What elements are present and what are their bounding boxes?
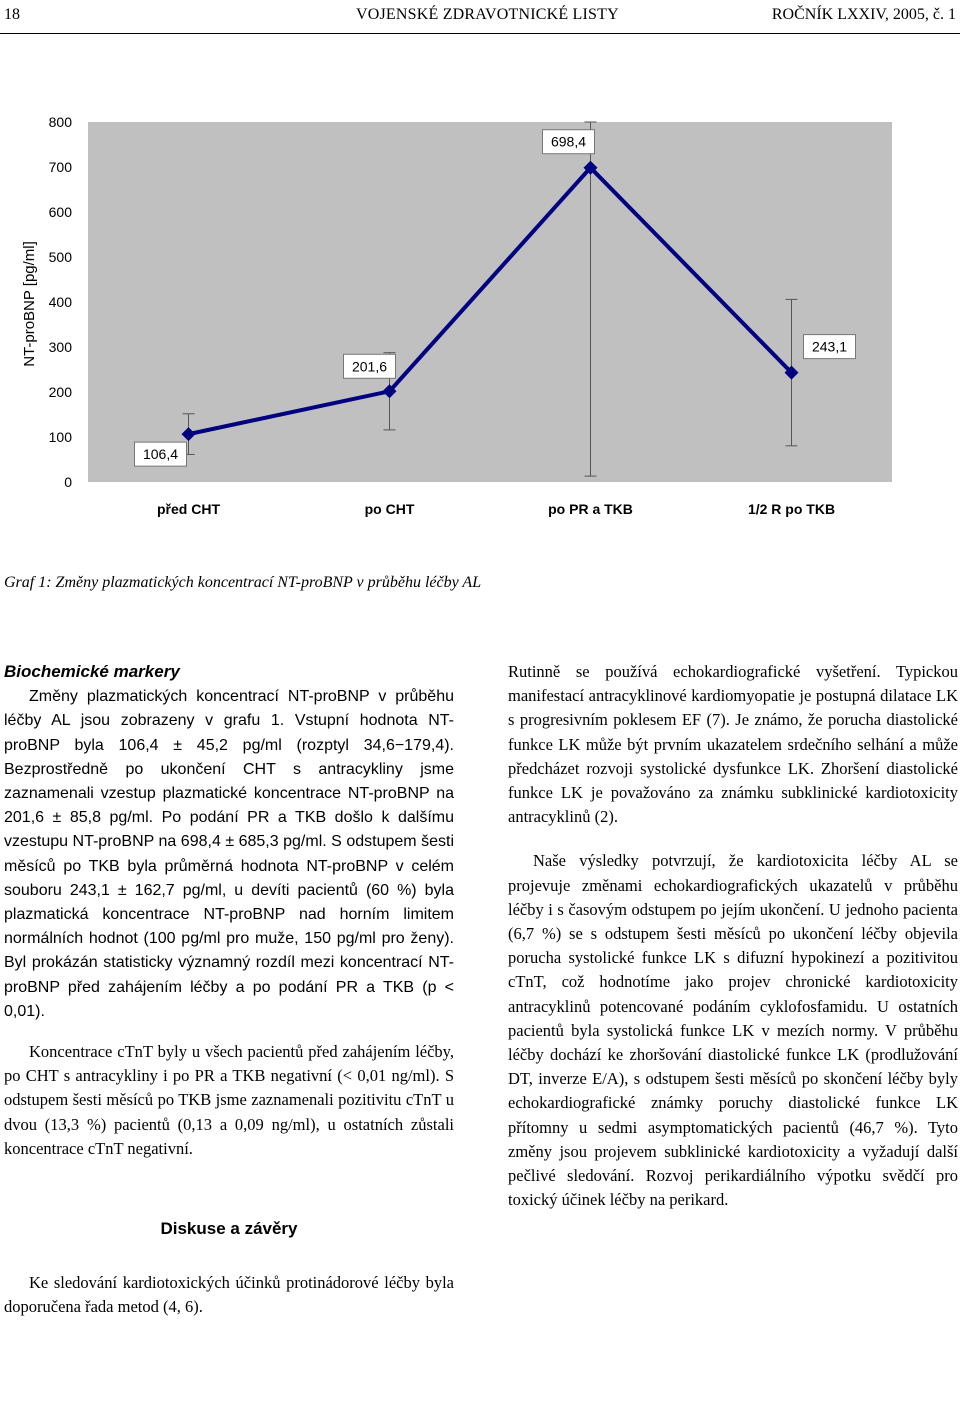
paragraph: Koncentrace cTnT byly u všech pacientů před zahájením léčby, po CHT s antracykliny i po PR a TKB negativní (< 0,01 ng/ml). S odstupem šesti měsíců po TKB jsme zaznamenali pozitivitu cTnT u dvou (13,3 %) pacientů (0,13 a 0,09 ng/ml), u ostatních zůstali koncentrace cTnT negativní. (4, 1042, 454, 1158)
data-label: 106,4 (142, 446, 179, 463)
section-heading-discussion: Diskuse a závěry (160, 1219, 298, 1239)
data-label: 698,4 (550, 133, 587, 150)
y-tick-label: 100 (48, 429, 72, 445)
journal-title: VOJENSKÉ ZDRAVOTNICKÉ LISTY (356, 6, 619, 23)
y-tick-label: 300 (48, 339, 72, 355)
y-tick-label: 700 (48, 159, 72, 175)
paragraph: Změny plazmatických koncentrací NT-proBNP v průběhu léčby AL jsou zobrazeny v grafu 1. Vstupní hodnota NT-proBNP byla 106,4 ± 45,2 pg/ml (rozptyl 34,6−179,4). Bezprostředně po ukončení CHT s antracykliny jsme zaznamenali vzestup plazmatické koncentrace NT-proBNP na 201,6 ± 85,8 pg/ml. Po podání PR a TKB došlo k dalšímu vzestupu NT-proBNP na 698,4 ± 685,3 pg/ml. S odstupem šesti měsíců po TKB byla průměrná hodnota NT-proBNP v celém souboru 243,1 ± 162,7 pg/ml, u devíti pacientů (60 %) byla plazmatická koncentrace NT-proBNP nad horním limitem normálních hodnot (100 pg/ml pro muže, 150 pg/ml pro ženy). Byl prokázán statisticky významný rozdíl mezi koncentrací NT-proBNP před zahájením léčby a po podání PR a TKB (p < 0,01). (4, 688, 454, 1020)
nt-probnp-chart (0, 100, 960, 560)
y-tick-label: 200 (48, 384, 72, 400)
page-number: 18 (4, 6, 20, 23)
figure-caption: Graf 1: Změny plazmatických koncentrací NT-proBNP v průběhu léčby AL (4, 574, 482, 591)
data-label: 243,1 (811, 338, 848, 355)
data-label: 201,6 (351, 358, 388, 375)
y-tick-label: 400 (48, 294, 72, 310)
y-tick-label: 600 (48, 204, 72, 220)
paragraph: Ke sledování kardiotoxických účinků protinádorové léčby byla doporučena řada metod (4, 6). (4, 1273, 454, 1317)
y-tick-label: 800 (48, 114, 72, 130)
x-tick-label: před CHT (157, 501, 220, 517)
x-tick-label: po PR a TKB (548, 501, 633, 517)
y-tick-label: 0 (64, 474, 72, 490)
left-column (4, 660, 454, 1320)
journal-volume: ROČNÍK LXXIV, 2005, č. 1 (771, 6, 956, 23)
y-tick-label: 500 (48, 249, 72, 265)
y-axis-label: NT-proBNP [pg/ml] (21, 241, 38, 367)
section-heading-biochemical-markers: Biochemické markery (4, 662, 180, 681)
right-column (508, 660, 958, 1212)
page-header (0, 0, 960, 34)
header-rule (0, 33, 960, 34)
paragraph: Naše výsledky potvrzují, že kardiotoxicita léčby AL se projevuje změnami echokardiografických ukazatelů v průběhu léčby i s časovým odstupem po jejím ukončení. U jednoho pacienta (6,7 %) se s odstupem šesti měsíců po ukončení léčby objevila porucha systolické funkce LK s difuzní hypokinezí a pozitivitou cTnT, což hodnotíme jako projev chronické kardiotoxicity antracyklinů potencované podáním cyklofosfamidu. U ostatních pacientů byla systolická funkce LK v mezích normy. V průběhu léčby dochází ke zhoršování diastolické funkce LK (prodlužování DT, inverze E/A), s odstupem šesti měsíců po skončení léčby byly echokardiografické známky poruchy diastolické funkce LK přítomny u sedmi asymptomatických pacientů (46,7 %). Tyto změny jsou projevem subklinické kardiotoxicity a vyžadují další pečlivé sledování. Rozvoj perikardiálního výpotku svědčí pro toxický účinek léčby na perikard. (508, 851, 958, 1210)
x-tick-label: 1/2 R po TKB (747, 501, 836, 517)
x-tick-label: po CHT (364, 501, 415, 517)
paragraph: Rutinně se používá echokardiografické vyšetření. Typickou manifestací antracyklinové kardiomyopatie je postupná dilatace LK s progresivním poklesem EF (7). Je známo, že porucha diastolické funkce LK může být prvním ukazatelem srdečního selhání a může předcházet rozvoji systolické dysfunkce LK. Zhoršení diastolické funkce LK je považováno za známku subklinické kardiotoxicity antracyklinů (2). (508, 662, 958, 827)
